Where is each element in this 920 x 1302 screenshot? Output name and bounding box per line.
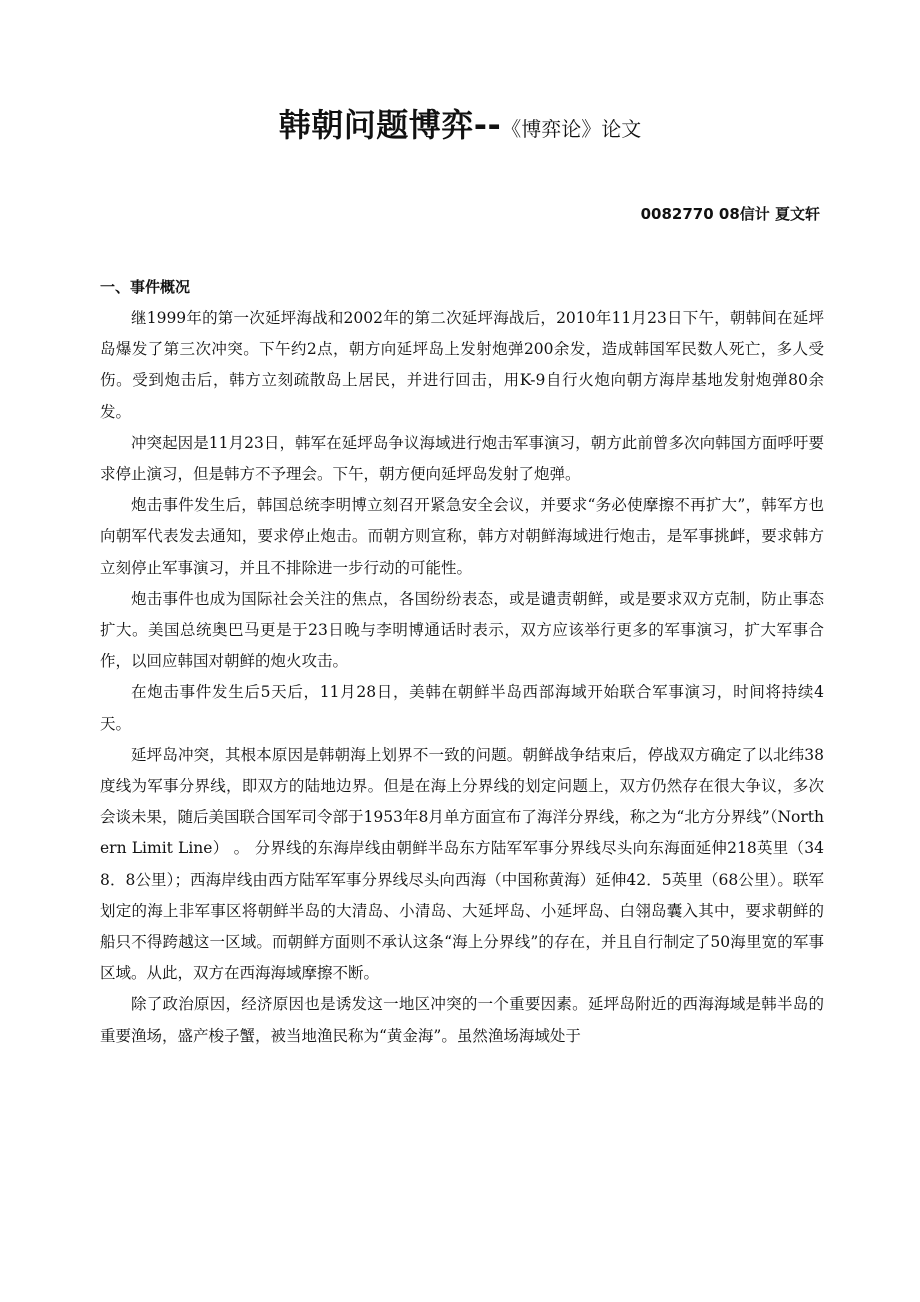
paragraph-3: 炮击事件发生后，韩国总统李明博立刻召开紧急安全会议，并要求“务必使摩擦不再扩大”，韩军方也向朝军代表发去通知，要求停止炮击。而朝方则宣称，韩方对朝鲜海域进行炮击，是军事挑衅，要求韩方立刻停止军事演习，并且不排除进一步行动的可能性。 <box>100 496 824 577</box>
paragraph-7: 除了政治原因，经济原因也是诱发这一地区冲突的一个重要因素。延坪岛附近的西海海域是韩半岛的重要渔场，盛产梭子蟹，被当地渔民称为“黄金海”。虽然渔场海域处于 <box>100 995 824 1045</box>
paragraph-6: 延坪岛冲突，其根本原因是韩朝海上划界不一致的问题。朝鲜战争结束后，停战双方确定了以北纬38度线为军事分界线，即双方的陆地边界。但是在海上分界线的划定问题上，双方仍然存在很大争议，多次会谈未果，随后美国联合国军司令部于1953年8月单方面宣布了海洋分界线，称之为“北方分界线”（Northern Limit Line） 。 分界线的东海岸线由朝鲜半岛东方陆军军事分界线尽头向东海面延伸218英里（348．8公里）；西海岸线由西方陆军军事分界线尽头向西海（中国称黄海）延伸42．5英里（68公里）。联军划定的海上非军事区将朝鲜半岛的大清岛、小清岛、大延坪岛、小延坪岛、白翎岛囊入其中，要求朝鲜的船只不得跨越这一区域。而朝鲜方面则不承认这条“海上分界线”的存在，并且自行制定了50海里宽的军事区域。从此，双方在西海海域摩擦不断。 <box>100 745 824 983</box>
section-heading: 一、事件概况 <box>100 278 191 296</box>
paragraph-2: 冲突起因是11月23日，韩军在延坪岛争议海域进行炮击军事演习，朝方此前曾多次向韩国方面呼吁要求停止演习，但是韩方不予理会。下午，朝方便向延坪岛发射了炮弹。 <box>100 433 824 484</box>
paragraph-5: 在炮击事件发生后5天后，11月28日，美韩在朝鲜半岛西部海域开始联合军事演习，时间将持续4天。 <box>100 683 824 733</box>
document-body <box>100 272 824 1052</box>
paragraph-4: 炮击事件也成为国际社会关注的焦点，各国纷纷表态，或是谴责朝鲜，或是要求双方克制，防止事态扩大。美国总统奥巴马更是于23日晚与李明博通话时表示，双方应该举行更多的军事演习，扩大军事合作，以回应韩国对朝鲜的炮火攻击。 <box>100 589 824 671</box>
paragraph-1: 继1999年的第一次延坪海战和2002年的第二次延坪海战后，2010年11月23日下午，朝韩间在延坪岛爆发了第三次冲突。下午约2点，朝方向延坪岛上发射炮弹200余发，造成韩国军民数人死亡，多人受伤。受到炮击后，韩方立刻疏散岛上居民，并进行回击，用K-9自行火炮向朝方海岸基地发射炮弹80余发。 <box>100 309 824 421</box>
document-title <box>0 100 920 146</box>
title-subtitle: 《博弈论》论文 <box>501 117 642 141</box>
author-line: 0082770 08信计 夏文轩 <box>640 205 820 223</box>
title-main: 韩朝问题博弈-- <box>278 106 502 144</box>
